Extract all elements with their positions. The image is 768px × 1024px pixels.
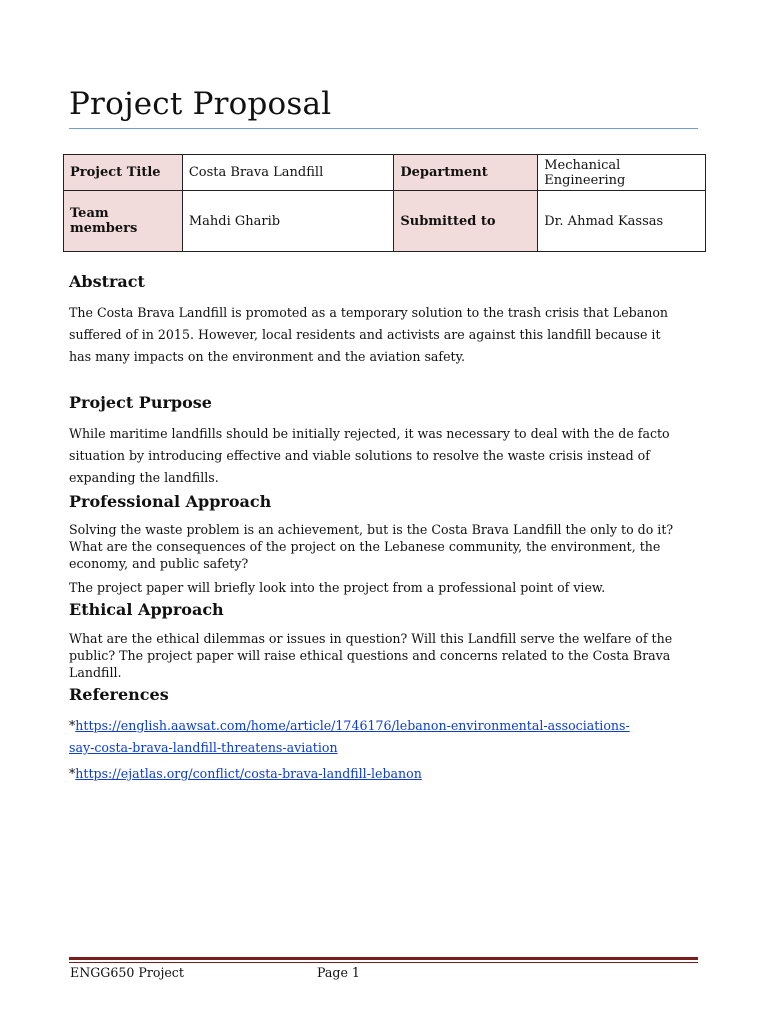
references-heading: References (69, 685, 169, 704)
abstract-heading: Abstract (69, 272, 145, 291)
ethical-paragraph (69, 630, 699, 681)
ethical-line: What are the ethical dilemmas or issues in question? Will this Landfill serve the welfare of the (69, 631, 673, 646)
purpose-heading: Project Purpose (69, 393, 212, 412)
team-label-line: Team (70, 206, 109, 221)
abstract-line: The Costa Brava Landfill is promoted as a temporary solution to the trash crisis that Lebanon (69, 305, 669, 320)
footer-divider (69, 962, 698, 963)
reference-item (69, 715, 699, 759)
reference-line (69, 715, 699, 737)
page-number: Page 1 (317, 965, 360, 980)
ethical-line: public? The project paper will raise ethical questions and concerns related to the Costa Brava (69, 648, 671, 663)
ethical-line: Landfill. (69, 665, 122, 680)
page-title: Project Proposal (69, 86, 332, 122)
project-title-value: Costa Brava Landfill (182, 155, 394, 191)
abstract-line: has many impacts on the environment and the aviation safety. (69, 349, 466, 364)
purpose-line: situation by introducing effective and viable solutions to resolve the waste crisis instead of (69, 448, 650, 463)
footer-divider (69, 957, 698, 960)
professional-paragraph (69, 521, 699, 572)
ethical-heading: Ethical Approach (69, 600, 224, 619)
professional-extra: The project paper will briefly look into the project from a professional point of view. (69, 580, 606, 595)
department-value-line: Mechanical (544, 157, 621, 173)
project-info-table (63, 154, 706, 252)
professional-line: economy, and public safety? (69, 556, 249, 571)
submitted-to-value: Dr. Ahmad Kassas (538, 191, 706, 252)
abstract-line: suffered of in 2015. However, local residents and activists are against this landfill because it (69, 327, 661, 342)
team-members-label (64, 191, 183, 252)
professional-line: Solving the waste problem is an achievement, but is the Costa Brava Landfill the only to do it? (69, 522, 674, 537)
footer-project-label: ENGG650 Project (70, 965, 184, 980)
reference-item (69, 763, 699, 785)
reference-bullet: * (69, 718, 76, 733)
purpose-line: While maritime landfills should be initially rejected, it was necessary to deal with the de facto (69, 426, 670, 441)
purpose-paragraph (69, 423, 699, 489)
reference-link[interactable]: say-costa-brava-landfill-threatens-aviation (69, 740, 338, 755)
table-row (64, 191, 706, 252)
table-row (64, 155, 706, 191)
submitted-to-label: Submitted to (394, 191, 538, 252)
team-label-line: members (70, 221, 138, 236)
title-divider (69, 128, 698, 129)
purpose-line: expanding the landfills. (69, 470, 219, 485)
project-title-label: Project Title (64, 155, 183, 191)
professional-heading: Professional Approach (69, 492, 272, 511)
reference-line (69, 763, 699, 785)
reference-bullet: * (69, 766, 76, 781)
reference-link[interactable]: https://ejatlas.org/conflict/costa-brava-landfill-lebanon (75, 766, 422, 781)
department-value-line: Engineering (544, 172, 626, 188)
team-members-value: Mahdi Gharib (182, 191, 394, 252)
reference-link[interactable]: https://english.aawsat.com/home/article/1746176/lebanon-environmental-associations- (75, 718, 630, 733)
department-value (538, 155, 706, 191)
department-label: Department (394, 155, 538, 191)
abstract-paragraph (69, 302, 699, 368)
professional-line: What are the consequences of the project on the Lebanese community, the environment, the (69, 539, 661, 554)
